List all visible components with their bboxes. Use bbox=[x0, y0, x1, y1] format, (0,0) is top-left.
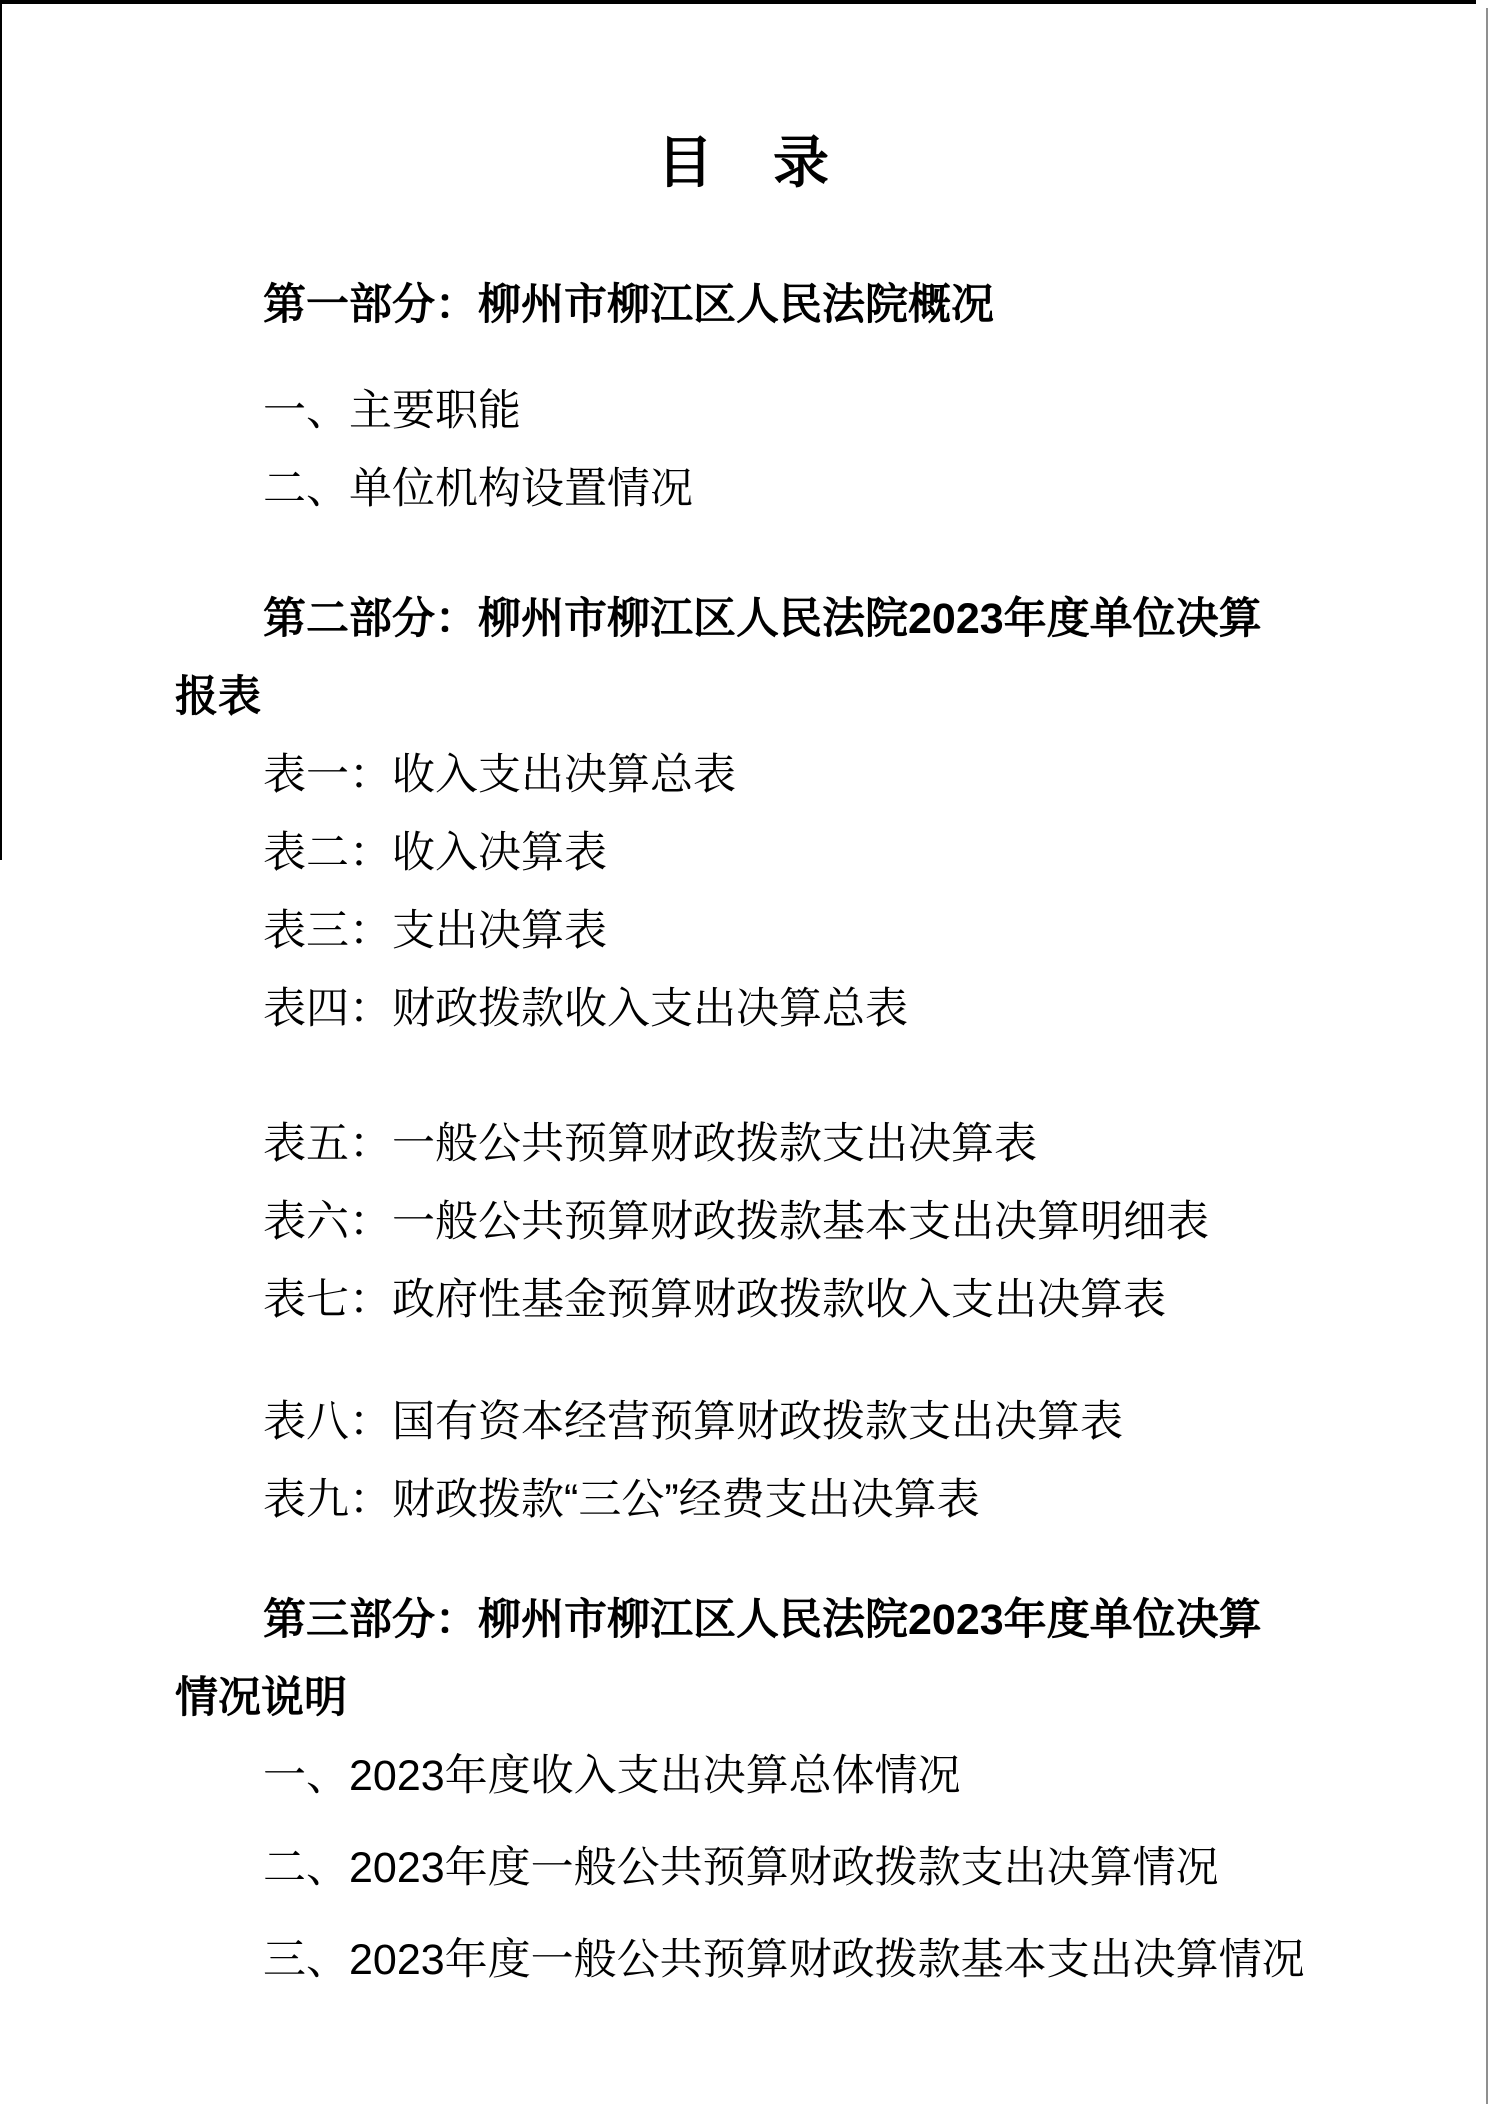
toc-item: 表八：国有资本经营预算财政拨款支出决算表 bbox=[263, 1398, 1123, 1446]
toc-item: 表二：收入决算表 bbox=[263, 829, 607, 877]
toc-item: 表一：收入支出决算总表 bbox=[263, 751, 736, 799]
toc-part-heading: 第一部分：柳州市柳江区人民法院概况 bbox=[263, 281, 994, 329]
toc-title: 目 录 bbox=[657, 131, 831, 194]
scan-border-left bbox=[0, 0, 2, 860]
toc-part-heading: 第二部分：柳州市柳江区人民法院2023年度单位决算 bbox=[263, 595, 1262, 643]
toc-item: 一、主要职能 bbox=[263, 387, 521, 435]
toc-item: 表三：支出决算表 bbox=[263, 907, 607, 955]
toc-item: 表七：政府性基金预算财政拨款收入支出决算表 bbox=[263, 1276, 1166, 1324]
toc-item: 表六：一般公共预算财政拨款基本支出决算明细表 bbox=[263, 1198, 1209, 1246]
toc-part-heading: 报表 bbox=[175, 673, 261, 721]
toc-item: 二、单位机构设置情况 bbox=[263, 465, 693, 513]
toc-list bbox=[0, 266, 1488, 1999]
toc-item: 表四：财政拨款收入支出决算总表 bbox=[263, 985, 908, 1033]
toc-item: 表五：一般公共预算财政拨款支出决算表 bbox=[263, 1120, 1037, 1168]
toc-item: 表九：财政拨款“三公”经费支出决算表 bbox=[263, 1476, 980, 1524]
toc-part-heading: 第三部分：柳州市柳江区人民法院2023年度单位决算 bbox=[263, 1596, 1262, 1644]
scan-border-top bbox=[0, 0, 1476, 4]
toc-part-heading: 情况说明 bbox=[175, 1674, 347, 1722]
toc-item: 一、2023年度收入支出决算总体情况 bbox=[263, 1752, 961, 1800]
toc-item: 三、2023年度一般公共预算财政拨款基本支出决算情况 bbox=[263, 1936, 1305, 1984]
toc-item: 二、2023年度一般公共预算财政拨款支出决算情况 bbox=[263, 1844, 1219, 1892]
